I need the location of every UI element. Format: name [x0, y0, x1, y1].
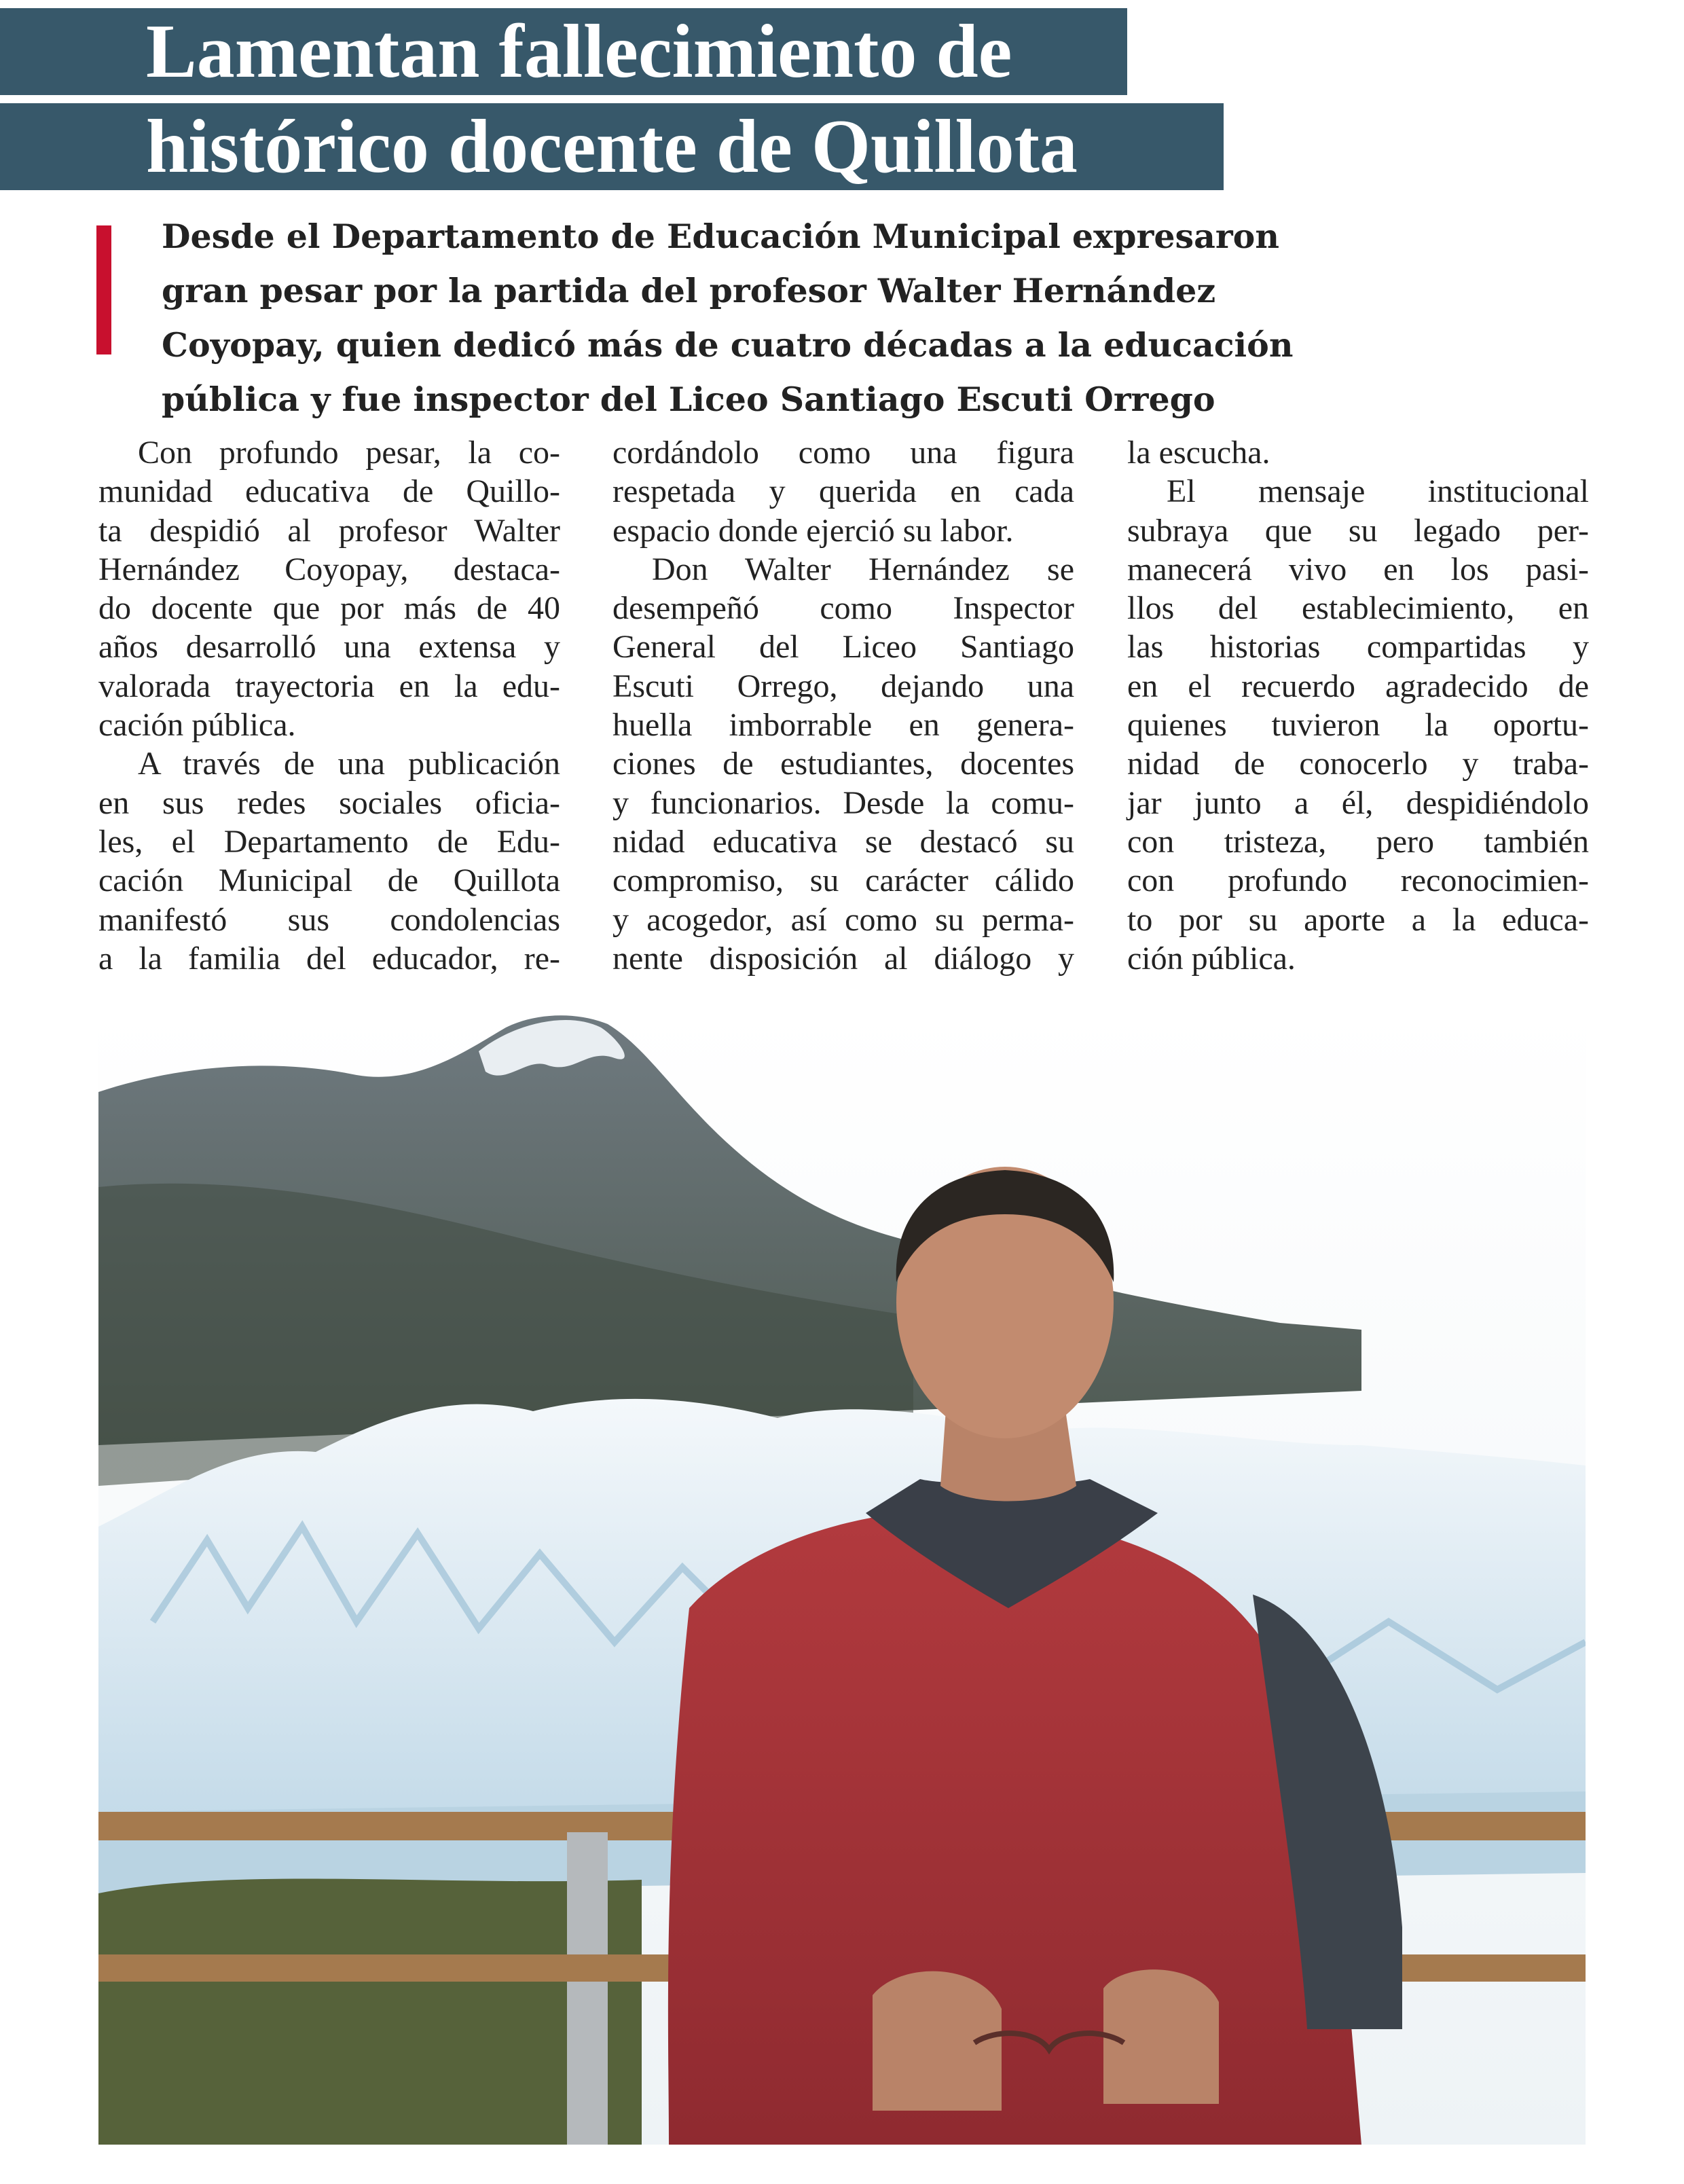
- body-line: en sus redes sociales oficia-: [98, 784, 560, 821]
- body-line: nidad de conocerlo y traba-: [1127, 746, 1589, 782]
- body-line: llos del establecimiento, en: [1127, 590, 1589, 627]
- body-line: Con profundo pesar, la co-: [138, 435, 560, 471]
- body-line: respetada y querida en cada: [612, 473, 1074, 510]
- body-line: les, el Departamento de Edu-: [98, 823, 560, 860]
- portrait-photo: [98, 1011, 1586, 2145]
- portrait-photo-illustration: [98, 1011, 1586, 2145]
- headline-line-1: Lamentan fallecimiento de: [0, 8, 1127, 95]
- body-line: jar junto a él, despidiéndolo: [1127, 784, 1589, 821]
- body-line: do docente que por más de 40: [98, 590, 560, 627]
- body-line: desempeñó como Inspector: [612, 590, 1074, 627]
- body-line: cación pública.: [98, 707, 296, 744]
- lead-line: Desde el Departamento de Educación Municipal expresaron: [162, 217, 1279, 256]
- body-line: con profundo reconocimien-: [1127, 862, 1589, 899]
- body-line: A través de una publicación: [138, 746, 560, 782]
- body-line: manifestó sus condolencias: [98, 901, 560, 938]
- body-line: subraya que su legado per-: [1127, 512, 1589, 549]
- body-line: to por su aporte a la educa-: [1127, 901, 1589, 938]
- body-line: huella imborrable en genera-: [612, 707, 1074, 744]
- body-line: nente disposición al diálogo y: [612, 940, 1074, 977]
- body-line: a la familia del educador, re-: [98, 940, 560, 977]
- lead-line: gran pesar por la partida del profesor Walter Hernández: [162, 271, 1216, 310]
- body-line: en el recuerdo agradecido de: [1127, 668, 1589, 704]
- body-line: la escucha.: [1127, 435, 1270, 471]
- body-line: años desarrolló una extensa y: [98, 629, 560, 666]
- lead-paragraph: [162, 209, 1370, 426]
- body-line: ciones de estudiantes, docentes: [612, 746, 1074, 782]
- lead-line: Coyopay, quien dedicó más de cuatro décadas a la educación: [162, 325, 1294, 365]
- body-line: quienes tuvieron la oportu-: [1127, 707, 1589, 744]
- body-line: y funcionarios. Desde la comu-: [612, 784, 1074, 821]
- body-column-3: [1127, 433, 1589, 978]
- body-line: espacio donde ejerció su labor.: [612, 512, 1014, 549]
- body-line: cordándolo como una figura: [612, 435, 1074, 471]
- headline-line-2: histórico docente de Quillota: [0, 103, 1224, 190]
- body-line: ción pública.: [1127, 940, 1296, 977]
- body-line: ta despidió al profesor Walter: [98, 512, 560, 549]
- body-column-2: [612, 433, 1074, 978]
- body-line: manecerá vivo en los pasi-: [1127, 551, 1589, 587]
- body-line: y acogedor, así como su perma-: [612, 901, 1074, 938]
- body-column-1: [98, 433, 560, 978]
- body-line: munidad educativa de Quillo-: [98, 473, 560, 510]
- body-line: compromiso, su carácter cálido: [612, 862, 1074, 899]
- body-line: cación Municipal de Quillota: [98, 862, 560, 899]
- railing-post-left: [567, 1832, 608, 2145]
- trees: [98, 1878, 642, 2145]
- body-line: Don Walter Hernández se: [652, 551, 1074, 587]
- lead-accent-bar: [96, 225, 111, 354]
- body-line: Escuti Orrego, dejando una: [612, 668, 1074, 704]
- body-line: las historias compartidas y: [1127, 629, 1589, 666]
- body-line: valorada trayectoria en la edu-: [98, 668, 560, 704]
- body-line: General del Liceo Santiago: [612, 629, 1074, 666]
- body-line: con tristeza, pero también: [1127, 823, 1589, 860]
- body-line: El mensaje institucional: [1167, 473, 1589, 510]
- lead-line: pública y fue inspector del Liceo Santiago Escuti Orrego: [162, 380, 1215, 419]
- body-line: Hernández Coyopay, destaca-: [98, 551, 560, 587]
- body-line: nidad educativa se destacó su: [612, 823, 1074, 860]
